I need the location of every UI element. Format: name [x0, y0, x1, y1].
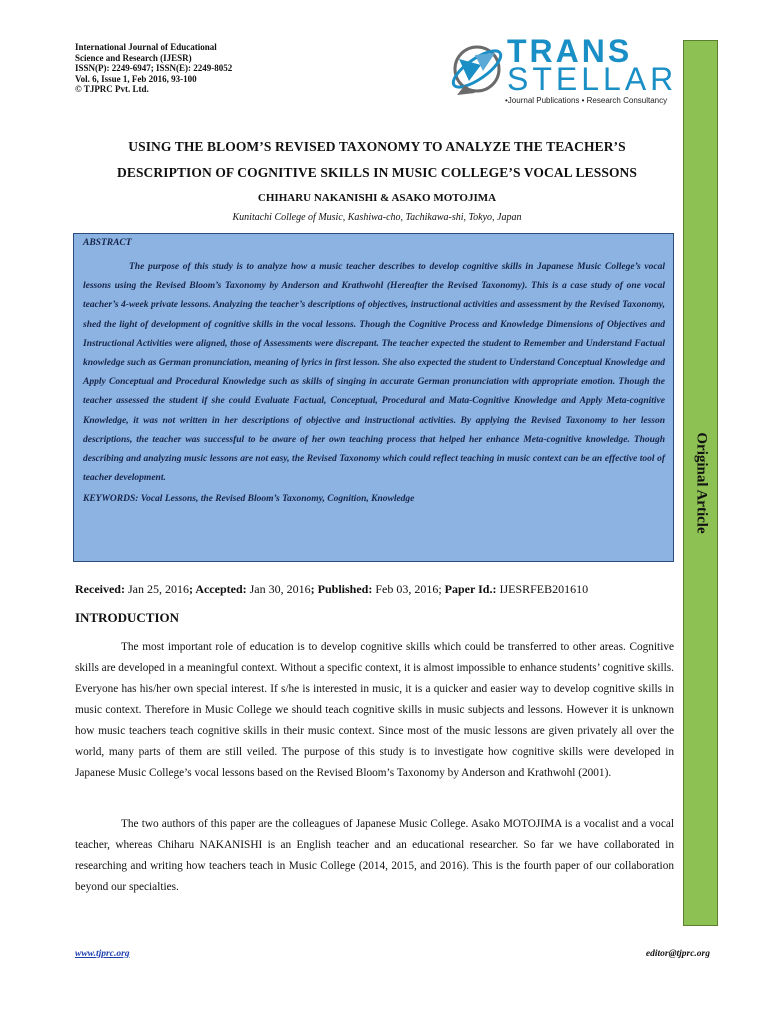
paper-id-value: IJESRFEB201610: [496, 582, 589, 596]
journal-info: [75, 42, 305, 95]
paper-title-line1: USING THE BLOOM’S REVISED TAXONOMY TO ANALYZE THE TEACHER’S: [128, 139, 626, 154]
abstract-keywords: KEYWORDS: Vocal Lessons, the Revised Bloom’s Taxonomy, Cognition, Knowledge: [83, 494, 415, 505]
journal-copyright: © TJPRC Pvt. Ltd.: [75, 84, 149, 94]
author-affiliation: Kunitachi College of Music, Kashiwa-cho, Tachikawa-shi, Tokyo, Japan: [232, 212, 522, 223]
publication-dates: [75, 582, 588, 597]
journal-name-line1: International Journal of Educational: [75, 42, 217, 52]
received-label: Received:: [75, 582, 125, 596]
abstract-heading: ABSTRACT: [83, 238, 132, 248]
article-type-label: Original Article: [693, 432, 709, 534]
paper-authors: CHIHARU NAKANISHI & ASAKO MOTOJIMA: [257, 192, 497, 204]
published-label: ; Published:: [310, 582, 373, 596]
transstellar-logo: [447, 35, 677, 110]
globe-icon: [447, 35, 509, 107]
intro-paragraph-1: The most important role of education is to develop cognitive skills which could be transferred to other areas. Cognitive skills are developed in a meaningful context. Without a specific context, it is almost impossible to enhance students’ cognitive skills. Everyone has his/her own special interest. If s/he is interested in music, it is a quicker and easier way to develop cognitive skills in music context. Therefore in Music College we should teach cognitive skills in music subjects and lessons. However it is unknown how music teachers teach cognitive skills in their music context. Since most of the music lessons are given privately all over the world, many parts of them are still veiled. The purpose of this study is to investigate how cognitive skills were developed in Japanese Music College’s vocal lessons based on the Revised Bloom’s Taxonomy by Anderson and Krathwohl (2001).: [75, 641, 674, 779]
accepted-date: Jan 30, 2016: [246, 582, 311, 596]
journal-issn: ISSN(P): 2249-6947; ISSN(E): 2249-8052: [75, 63, 233, 73]
footer-email: editor@tjprc.org: [645, 949, 710, 959]
abstract-body: The purpose of this study is to analyze how a music teacher describes to develop cognitive skills in Japanese Music College’s vocal lessons using the Revised Bloom’s Taxonomy by Anderson and Krathwohl (Hereafter the Revised Taxonomy). This is a case study of one vocal teacher’s 4-week private lessons. Analyzing the teacher’s descriptions of objectives, instructional activities and assessment by the Revised Taxonomy, shed the light of development of cognitive skills in the vocal lessons. Though the Cognitive Process and Knowledge Dimensions of Objectives and Instructional Activities were aligned, those of Assessments were discrepant. The teacher expected the student to Remember and Understand Factual knowledge such as German pronunciation, meaning of lyrics in first lesson. She also expected the student to Understand Conceptual Knowledge and Apply Conceptual and Procedural Knowledge such as skills of singing in accurate German pronunciation with appropriate emotion. Though the teacher assessed the student if she could Evaluate Factual, Conceptual, Procedural and Mata-Cognitive Knowledge and Apply Meta-cognitive Knowledge, it was not written in her descriptions of objective and instructional activities. By applying the Revised Taxonomy to her lesson descriptions, the teacher was successful to be aware of her own teaching process that helped her enhance Meta-cognitive knowledge. Though describing and analyzing music lessons are not easy, the Revised Taxonomy which could reflect teaching in music context can be an effective tool of teacher development.: [83, 262, 665, 484]
paper-title-line2: DESCRIPTION OF COGNITIVE SKILLS IN MUSIC COLLEGE’S VOCAL LESSONS: [116, 165, 637, 180]
abstract-box: [73, 233, 674, 562]
logo-word-stellar: STELLAR: [507, 61, 678, 97]
footer-website-link[interactable]: www.tjprc.org: [75, 949, 130, 959]
published-date: Feb 03, 2016;: [372, 582, 445, 596]
article-type-band: [683, 40, 718, 926]
paper-id-label: Paper Id.:: [444, 582, 497, 596]
intro-paragraph-2: The two authors of this paper are the colleagues of Japanese Music College. Asako MOTOJIMA is a vocalist and a vocal teacher, whereas Chiharu NAKANISHI is an English teacher and an educational researcher. So far we have collaborated in researching and writing how teachers teach in Music College (2014, 2015, and 2016). This is the fourth paper of our collaboration beyond our specialties.: [75, 818, 674, 893]
logo-tagline: •Journal Publications • Research Consultancy: [505, 96, 668, 105]
journal-volume: Vol. 6, Issue 1, Feb 2016, 93-100: [75, 73, 197, 84]
logo-word-trans: TRANS: [507, 33, 633, 69]
section-heading-introduction: INTRODUCTION: [75, 610, 180, 625]
paper-title: [72, 134, 682, 186]
accepted-label: ; Accepted:: [188, 582, 247, 596]
received-date: Jan 25, 2016: [124, 582, 189, 596]
journal-name-line2: Science and Research (IJESR): [75, 52, 192, 63]
